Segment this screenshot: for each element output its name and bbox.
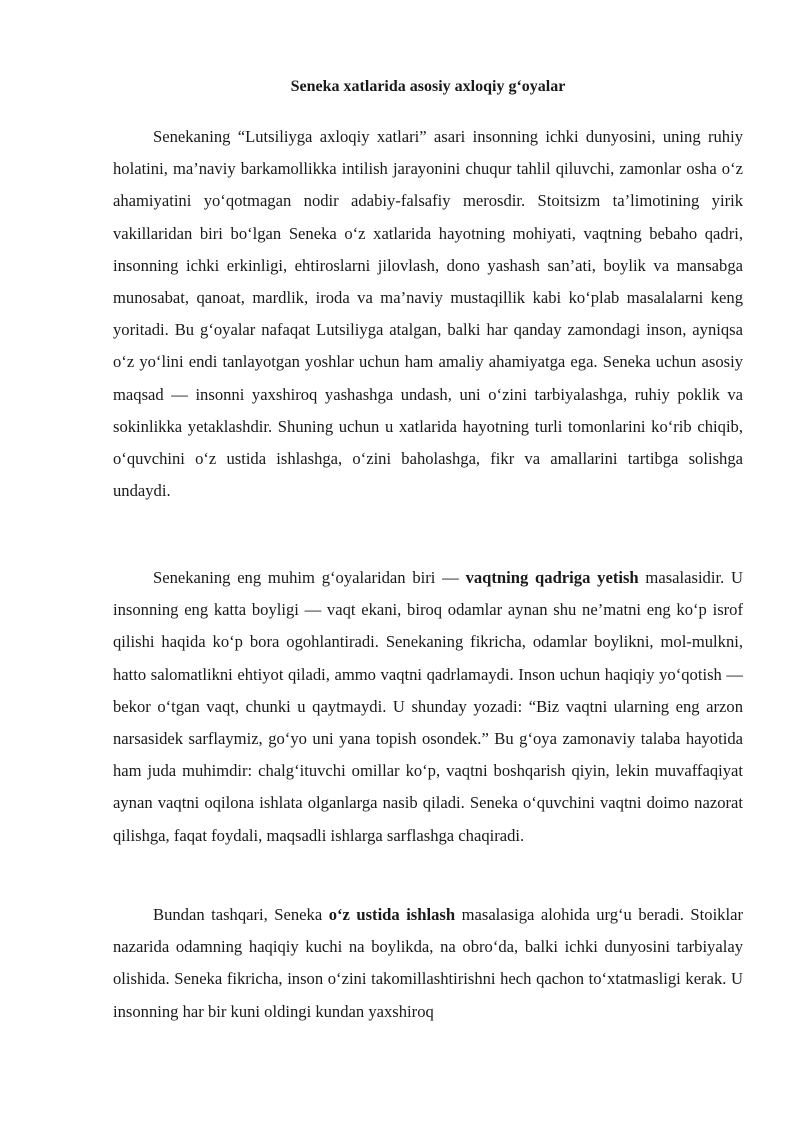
- paragraph-3-emphasis: o‘z ustida ishlash: [328, 905, 456, 924]
- paragraph-2-intro: Senekaning eng muhim g‘oyalaridan biri —: [153, 568, 466, 587]
- paragraph-1: Senekaning “Lutsiliyga axloqiy xatlari” asari insonning ichki dunyosini, uning ruhiy holatini, ma’naviy barkamollikka intilish jarayonini chuqur tahlil qiluvchi, zamonlar osha o‘z ahamiyatini yo‘qotmagan nodir adabiy-falsafiy merosdir. Stoitsizm ta’limotining yirik vakillaridan biri bo‘lgan Seneka o‘z xatlarida hayotning mohiyati, vaqtning bebaho qadri, insonning ichki erkinligi, ehtiroslarni jilovlash, dono yashash san’ati, boylik va mansabga munosabat, qanoat, mardlik, iroda va ma’naviy mustaqillik kabi ko‘plab masalalarni keng yoritadi. Bu g‘oyalar nafaqat Lutsiliyga atalgan, balki har qanday zamondagi inson, ayniqsa o‘z yo‘lini endi tanlayotgan yoshlar uchun ham amaliy ahamiyatga ega. Seneka uchun asosiy maqsad — insonni yaxshiroq yashashga undash, uni o‘zini tarbiyalashga, ruhiy poklik va sokinlikka yetaklashdir. Shuning uchun u xatlarida hayotning turli tomonlarini ko‘rib chiqib, o‘quvchini o‘z ustida ishlashga, o‘zini baholashga, fikr va amallarini tartibga solishga undaydi.: [113, 127, 743, 501]
- paragraph-3-body: masalasiga alohida urg‘u beradi. Stoiklar nazarida odamning haqiqiy kuchi na boylikda, na obro‘da, balki ichki dunyosini tarbiyalay olishida. Seneka fikricha, inson o‘zini takomillashtirishni hech qachon to‘xtatmasligi kerak. U insonning har bir kuni oldingi kundan yaxshiroq: [113, 905, 743, 1021]
- paragraph-3: [113, 899, 743, 1028]
- document-title: Seneka xatlarida asosiy axloqiy g‘oyalar: [290, 78, 566, 95]
- paragraph-3-intro: Bundan tashqari, Seneka: [153, 905, 329, 924]
- paragraph-2-body: masalasidir. U insonning eng katta boyligi — vaqt ekani, biroq odamlar aynan shu ne’matni eng ko‘p isrof qilishi haqida ko‘p bora ogohlantiradi. Senekaning fikricha, odamlar boylikni, mol-mulkni, hatto salomatlikni ehtiyot qiladi, ammo vaqtni qadrlamaydi. Inson uchun haqiqiy yo‘qotish — bekor o‘tgan vaqt, chunki u qaytmaydi. U shunday yozadi: “Biz vaqtni ularning eng arzon narsasidek sarflaymiz, go‘yo uni yana topish osondek.” Bu g‘oya zamonaviy talaba hayotida ham juda muhimdir: chalg‘ituvchi omillar ko‘p, vaqtni boshqarish qiyin, lekin muvaffaqiyat aynan vaqtni oqilona ishlata olganlarga nasib qiladi. Seneka o‘quvchini vaqtni doimo nazorat qilishga, faqat foydali, maqsadli ishlarga sarflashga chaqiradi.: [113, 568, 743, 845]
- paragraph-2: [113, 562, 743, 852]
- paragraph-2-emphasis: vaqtning qadriga yetish: [465, 568, 639, 587]
